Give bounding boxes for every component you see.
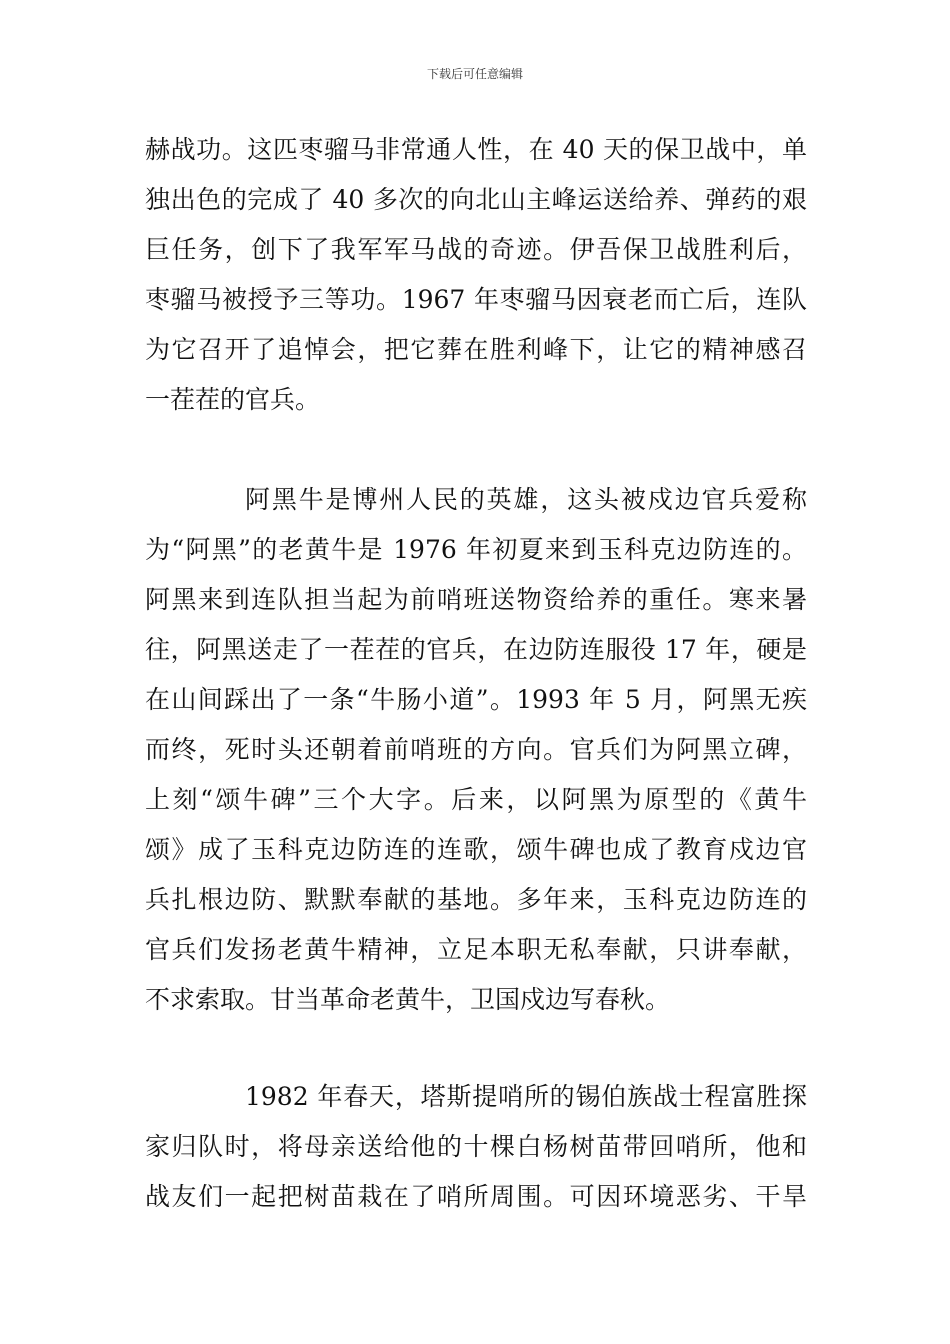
text-line: 阿黑来到连队担当起为前哨班送物资给养的重任。寒来暑 [145, 585, 807, 614]
text-line: 为它召开了追悼会，把它葬在胜利峰下，让它的精神感召 [145, 335, 807, 364]
text-line: 战友们一起把树苗栽在了哨所周围。可因环境恶劣、干旱 [145, 1182, 807, 1211]
text-line: 1982 年春天，塔斯提哨所的锡伯族战士程富胜探 [245, 1082, 807, 1111]
text-line: 在山间踩出了一条“牛肠小道”。1993 年 5 月，阿黑无疾 [145, 685, 807, 714]
paragraph-black-ox [145, 475, 807, 1025]
text-line: 而终，死时头还朝着前哨班的方向。官兵们为阿黑立碑， [145, 735, 807, 764]
page-header: 下载后可任意编辑 [426, 67, 523, 81]
paragraph-jujube-horse [145, 125, 807, 425]
text-line: 赫战功。这匹枣骝马非常通人性，在 40 天的保卫战中，单 [145, 135, 807, 164]
paragraph-poplar-trees [145, 1072, 807, 1222]
text-line: 阿黑牛是博州人民的英雄，这头被戍边官兵爱称 [245, 485, 807, 514]
text-line: 兵扎根边防、默默奉献的基地。多年来，玉科克边防连的 [145, 885, 807, 914]
text-line: 巨任务，创下了我军军马战的奇迹。伊吾保卫战胜利后， [145, 235, 807, 264]
text-line: 家归队时，将母亲送给他的十棵白杨树苗带回哨所，他和 [145, 1132, 807, 1161]
text-line: 独出色的完成了 40 多次的向北山主峰运送给养、弹药的艰 [145, 185, 807, 214]
text-line: 不求索取。甘当革命老黄牛，卫国戍边写春秋。 [145, 985, 671, 1014]
text-line: 官兵们发扬老黄牛精神，立足本职无私奉献，只讲奉献， [145, 935, 807, 964]
text-line: 为“阿黑”的老黄牛是 1976 年初夏来到玉科克边防连的。 [145, 535, 807, 564]
text-line: 颂》成了玉科克边防连的连歌，颂牛碑也成了教育戍边官 [145, 835, 807, 864]
text-line: 枣骝马被授予三等功。1967 年枣骝马因衰老而亡后，连队 [145, 285, 807, 314]
text-line: 上刻“颂牛碑”三个大字。后来，以阿黑为原型的《黄牛 [145, 785, 807, 814]
text-line: 一茬茬的官兵。 [145, 385, 321, 414]
text-line: 往，阿黑送走了一茬茬的官兵，在边防连服役 17 年，硬是 [145, 635, 807, 664]
